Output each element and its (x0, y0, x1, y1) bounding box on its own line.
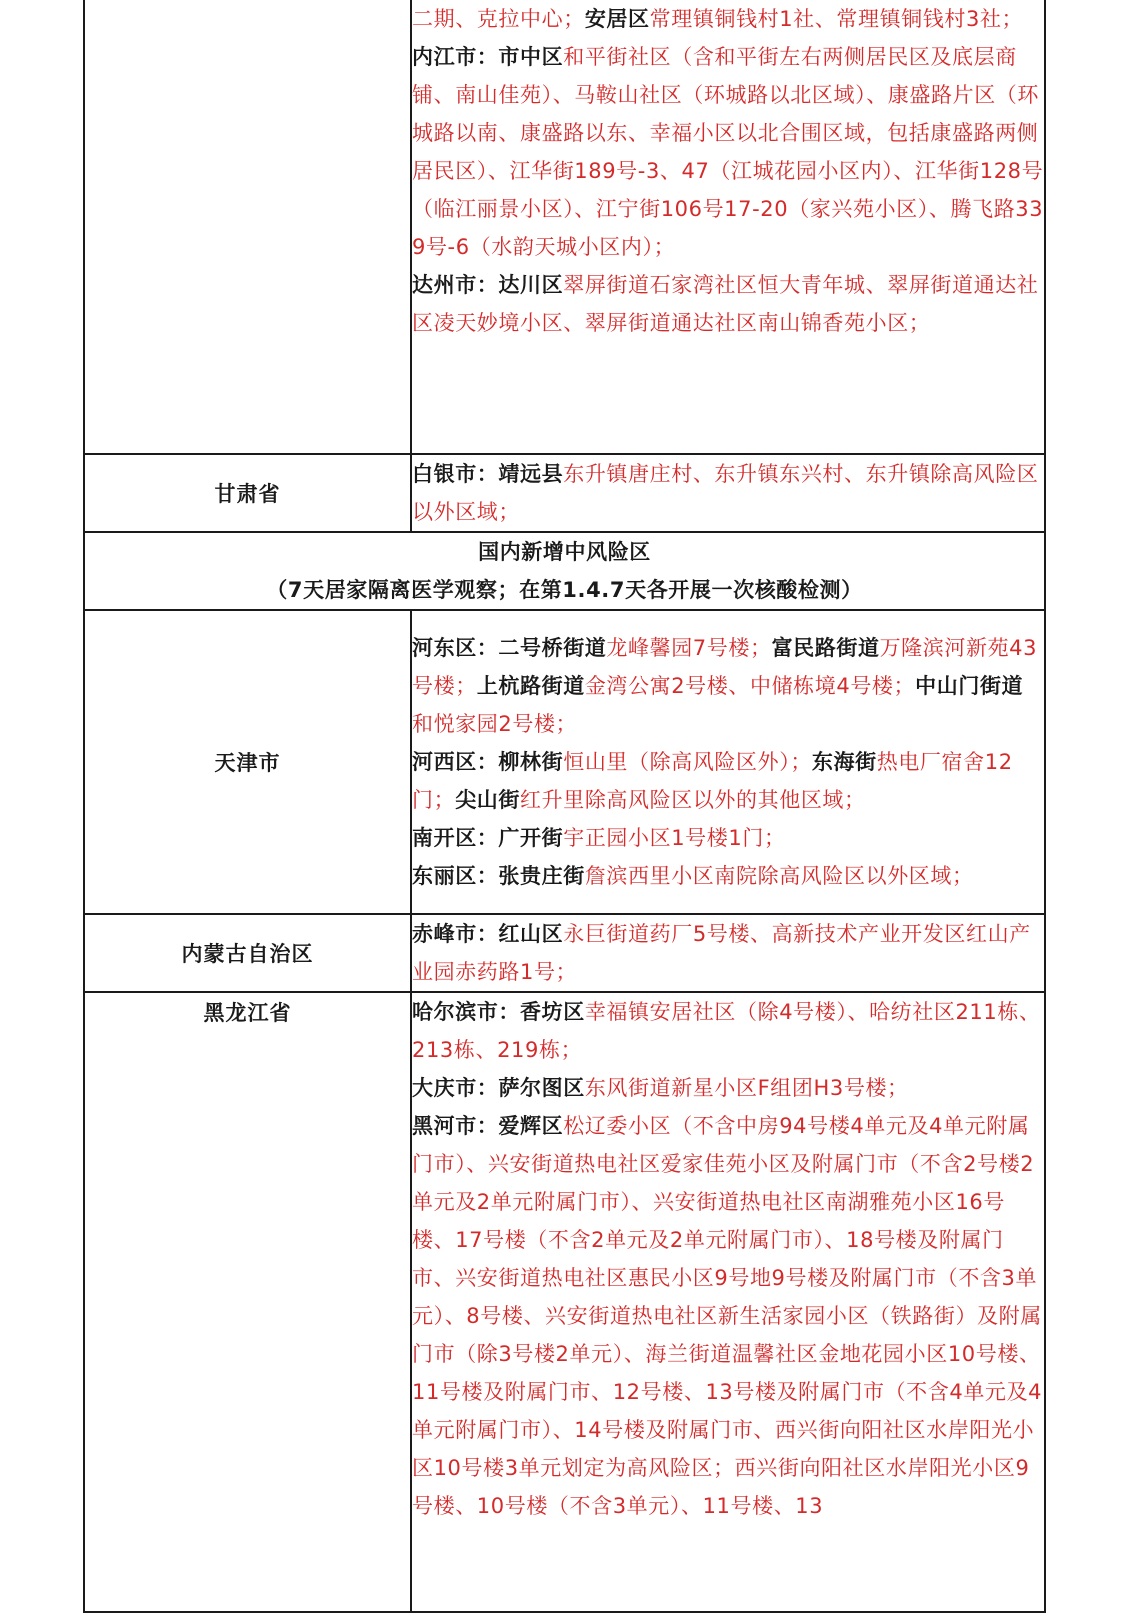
detail-paragraph (412, 1069, 1044, 1107)
section-header-row (84, 532, 1045, 610)
region-name: 内蒙古自治区 (181, 942, 314, 966)
detail-cell (411, 454, 1045, 532)
region-name: 天津市 (214, 751, 281, 775)
region-name: 黑龙江省 (203, 1001, 292, 1025)
detail-cell (411, 0, 1045, 454)
detail-cell (411, 610, 1045, 914)
location-text: 东升镇唐庄村、东升镇东兴村、东升镇除高风险区以外区域； (412, 462, 1039, 524)
region-cell (84, 914, 411, 992)
table-row (84, 610, 1045, 914)
detail-paragraph (412, 819, 1044, 857)
city-label: 黑河市： (412, 1114, 499, 1138)
district-label: 广开街 (498, 826, 564, 850)
district-label: 安居区 (584, 7, 650, 31)
table-row (84, 992, 1045, 1612)
region-cell (84, 454, 411, 532)
location-text: 和悦家园2号楼； (412, 712, 578, 736)
detail-paragraph (412, 743, 1044, 819)
district-label: 富民路街道 (771, 636, 880, 660)
district-label: 上杭路街道 (476, 674, 585, 698)
table-row (84, 454, 1045, 532)
city-label: 内江市： (412, 45, 499, 69)
district-label: 张贵庄街 (498, 864, 585, 888)
location-text: 金湾公寓2号楼、中储栋境4号楼； (584, 674, 916, 698)
detail-paragraphs (412, 0, 1044, 342)
city-label: 南开区： (412, 826, 499, 850)
location-text: 常理镇铜钱村1社、常理镇铜钱村3社； (649, 7, 1024, 31)
city-label: 达州市： (412, 273, 499, 297)
detail-paragraphs (412, 915, 1044, 991)
location-text: 万隆滨河新苑43号楼； (412, 636, 1038, 698)
location-text: 红升里除高风险区以外的其他区域； (520, 788, 866, 812)
detail-paragraph (412, 455, 1044, 531)
detail-paragraph (412, 38, 1044, 266)
district-label: 柳林街 (498, 750, 564, 774)
city-label: 东丽区： (412, 864, 499, 888)
location-text: 詹滨西里小区南院除高风险区以外区域； (584, 864, 974, 888)
detail-paragraphs (412, 993, 1044, 1525)
district-label: 二号桥街道 (498, 636, 607, 660)
city-label: 河东区： (412, 636, 499, 660)
district-label: 红山区 (498, 922, 564, 946)
detail-paragraph (412, 993, 1044, 1069)
district-label: 爱辉区 (498, 1114, 564, 1138)
location-text: 龙峰馨园7号楼； (606, 636, 772, 660)
city-label: 大庆市： (412, 1076, 499, 1100)
detail-cell (411, 914, 1045, 992)
detail-paragraph (412, 0, 1044, 38)
table-row (84, 914, 1045, 992)
table-row (84, 0, 1045, 454)
location-text: 宇正园小区1号楼1门； (563, 826, 786, 850)
region-cell (84, 610, 411, 914)
detail-paragraph (412, 857, 1044, 895)
location-text: 松辽委小区（不含中房94号楼4单元及4单元附属门市）、兴安街道热电社区爱家佳苑小区及附属门市（不含2号楼2单元及2单元附属门市）、兴安街道热电社区南湖雅苑小区16号楼、17号楼（不含2单元及2单元附属门市）、18号楼及附属门市、兴安街道热电社区惠民小区9号地9号楼及附属门市（不含3单元）、8号楼、兴安街道热电社区新生活家园小区（铁路街）及附属门市（除3号楼2单元）、海兰街道温馨社区金地花园小区10号楼、11号楼及附属门市、12号楼、13号楼及附属门市（不含4单元及4单元附属门市）、14号楼及附属门市、西兴街向阳社区水岸阳光小区10号楼3单元划定为高风险区；西兴街向阳社区水岸阳光小区9号楼、10号楼（不含3单元）、11号楼、13 (412, 1114, 1043, 1518)
section-header-cell (84, 532, 1045, 610)
district-label: 市中区 (498, 45, 564, 69)
region-cell (84, 0, 411, 454)
detail-paragraph (412, 629, 1044, 743)
city-label: 河西区： (412, 750, 499, 774)
region-name: 甘肃省 (214, 482, 281, 506)
district-label: 中山门街道 (915, 674, 1024, 698)
detail-paragraphs (412, 629, 1044, 895)
location-text: 翠屏街道石家湾社区恒大青年城、翠屏街道通达社区凌天妙境小区、翠屏街道通达社区南山锦香苑小区； (412, 273, 1039, 335)
detail-paragraphs (412, 455, 1044, 531)
location-text: 东风街道新星小区F组团H3号楼； (584, 1076, 909, 1100)
detail-paragraph (412, 1107, 1044, 1525)
detail-paragraph (412, 915, 1044, 991)
location-text: 永巨街道药厂5号楼、高新技术产业开发区红山产业园赤药路1号； (412, 922, 1031, 984)
district-label: 尖山街 (455, 788, 521, 812)
district-label: 靖远县 (498, 462, 564, 486)
detail-cell (411, 992, 1045, 1612)
region-cell (84, 992, 411, 1612)
risk-area-table (83, 0, 1046, 1613)
section-header-subtitle: （7天居家隔离医学观察；在第1.4.7天各开展一次核酸检测） (266, 578, 863, 602)
city-label: 白银市： (412, 462, 499, 486)
location-text: 和平街社区（含和平街左右两侧居民区及底层商铺、南山佳苑）、马鞍山社区（环城路以北区域）、康盛路片区（环城路以南、康盛路以东、幸福小区以北合围区域，包括康盛路两侧居民区）、江华街189号-3、47（江城花园小区内）、江华街128号（临江丽景小区）、江宁街106号17-20（家兴苑小区）、腾飞路339号-6（水韵天城小区内）； (412, 45, 1044, 259)
location-text: 二期、克拉中心； (412, 7, 585, 31)
district-label: 香坊区 (520, 1000, 585, 1024)
district-label: 萨尔图区 (498, 1076, 585, 1100)
location-text: 幸福镇安居社区（除4号楼）、哈纺社区211栋、213栋、219栋； (412, 1000, 1041, 1062)
district-label: 东海街 (811, 750, 877, 774)
detail-paragraph (412, 266, 1044, 342)
location-text: 热电厂宿舍12门； (412, 750, 1013, 812)
city-label: 哈尔滨市： (412, 1000, 520, 1024)
city-label: 赤峰市： (412, 922, 499, 946)
location-text: 恒山里（除高风险区外）； (563, 750, 812, 774)
district-label: 达川区 (498, 273, 564, 297)
section-header-title: 国内新增中风险区 (478, 540, 651, 564)
